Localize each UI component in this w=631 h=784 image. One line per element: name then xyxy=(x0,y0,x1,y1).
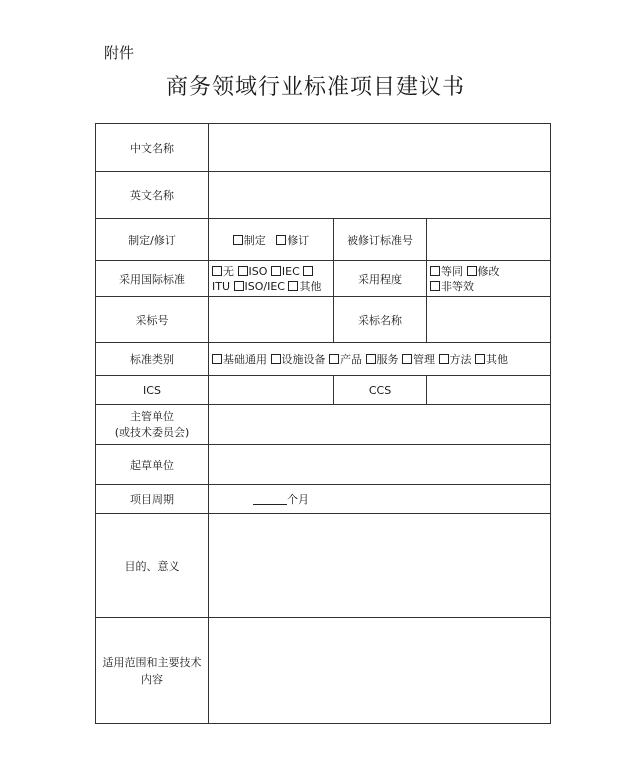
drafter-field[interactable] xyxy=(209,445,551,485)
checkbox-icon[interactable] xyxy=(475,354,485,364)
adoption-degree-options xyxy=(427,261,551,297)
intl-option-itu[interactable]: ITU xyxy=(212,279,231,293)
intl-option-other[interactable]: 其他 xyxy=(288,280,321,293)
scope-label-line1: 适用范围和主要技术 xyxy=(102,655,202,669)
document-title: 商务领域行业标准项目建议书 xyxy=(165,75,465,100)
adopted-number-field[interactable] xyxy=(209,297,334,343)
english-name-field[interactable] xyxy=(209,172,551,219)
make-option[interactable]: 制定 xyxy=(233,234,266,247)
adoption-degree-label: 采用程度 xyxy=(334,261,427,297)
proposal-form-table xyxy=(95,123,551,724)
period-field xyxy=(209,485,551,514)
chinese-name-field[interactable] xyxy=(209,124,551,172)
checkbox-icon[interactable] xyxy=(430,281,440,291)
ics-label: ICS xyxy=(96,376,209,405)
adopted-name-field[interactable] xyxy=(427,297,551,343)
intl-standard-options xyxy=(209,261,334,297)
drafter-label: 起草单位 xyxy=(96,445,209,485)
checkbox-icon[interactable] xyxy=(271,354,281,364)
ccs-label: CCS xyxy=(334,376,427,405)
checkbox-icon[interactable] xyxy=(366,354,376,364)
adopted-name-label: 采标名称 xyxy=(334,297,427,343)
category-label: 标准类别 xyxy=(96,343,209,376)
make-revise-label: 制定/修订 xyxy=(96,219,209,261)
category-option-basic[interactable]: 基础通用 xyxy=(212,353,267,366)
scope-field[interactable] xyxy=(209,618,551,724)
checkbox-icon[interactable] xyxy=(233,235,243,245)
checkbox-icon[interactable] xyxy=(234,281,244,291)
checkbox-icon[interactable] xyxy=(212,354,222,364)
category-option-service[interactable]: 服务 xyxy=(366,353,399,366)
attachment-label: 附件 xyxy=(104,44,135,62)
revise-option[interactable]: 修订 xyxy=(276,234,309,247)
period-unit: 个月 xyxy=(287,493,309,506)
degree-option-identical[interactable]: 等同 xyxy=(430,265,463,278)
checkbox-icon[interactable] xyxy=(303,266,313,276)
checkbox-icon[interactable] xyxy=(439,354,449,364)
category-options xyxy=(209,343,551,376)
degree-option-modified[interactable]: 修改 xyxy=(467,265,500,278)
degree-option-nonequivalent[interactable]: 非等效 xyxy=(430,280,474,293)
authority-field[interactable] xyxy=(209,405,551,445)
ics-field[interactable] xyxy=(209,376,334,405)
authority-label-line2: (或技术委员会) xyxy=(114,425,190,439)
checkbox-icon[interactable] xyxy=(238,266,248,276)
scope-label xyxy=(96,618,209,724)
english-name-label: 英文名称 xyxy=(96,172,209,219)
category-option-method[interactable]: 方法 xyxy=(439,353,472,366)
checkbox-icon[interactable] xyxy=(212,266,222,276)
authority-label-line1: 主管单位 xyxy=(130,409,174,423)
checkbox-icon[interactable] xyxy=(430,266,440,276)
purpose-label: 目的、意义 xyxy=(96,514,209,618)
category-option-management[interactable]: 管理 xyxy=(402,353,435,366)
scope-label-line2: 内容 xyxy=(141,672,163,686)
revised-standard-label: 被修订标准号 xyxy=(334,219,427,261)
checkbox-icon[interactable] xyxy=(271,266,281,276)
authority-label xyxy=(96,405,209,445)
category-option-product[interactable]: 产品 xyxy=(329,353,362,366)
category-option-facilities[interactable]: 设施设备 xyxy=(271,353,326,366)
make-revise-options xyxy=(209,219,334,261)
intl-option-none[interactable]: 无 xyxy=(212,265,234,278)
revised-standard-field[interactable] xyxy=(427,219,551,261)
purpose-field[interactable] xyxy=(209,514,551,618)
intl-standard-label: 采用国际标准 xyxy=(96,261,209,297)
intl-option-iso-iec[interactable]: ISO/IEC xyxy=(234,280,285,293)
checkbox-icon[interactable] xyxy=(288,281,298,291)
period-label: 项目周期 xyxy=(96,485,209,514)
chinese-name-label: 中文名称 xyxy=(96,124,209,172)
category-option-other[interactable]: 其他 xyxy=(475,353,508,366)
checkbox-icon[interactable] xyxy=(402,354,412,364)
intl-option-iec[interactable]: IEC xyxy=(271,265,300,278)
checkbox-icon[interactable] xyxy=(467,266,477,276)
period-blank-input[interactable] xyxy=(253,494,287,505)
adopted-number-label: 采标号 xyxy=(96,297,209,343)
ccs-field[interactable] xyxy=(427,376,551,405)
checkbox-icon[interactable] xyxy=(276,235,286,245)
intl-option-iso[interactable]: ISO xyxy=(238,265,268,278)
checkbox-icon[interactable] xyxy=(329,354,339,364)
